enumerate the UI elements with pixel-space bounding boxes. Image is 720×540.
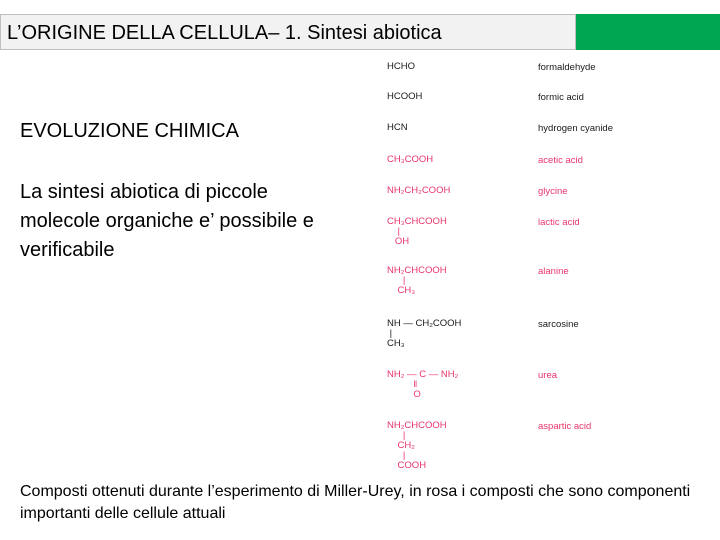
compound-formula: [387, 62, 415, 72]
formula-line: CH₃CHCOOH: [387, 216, 447, 227]
compound-name: urea: [538, 370, 558, 381]
page-title: L’ORIGINE DELLA CELLULA– 1. Sintesi abiotica: [7, 22, 442, 44]
formula-line: OH: [387, 236, 410, 247]
formula-line: NH₂CH₂COOH: [387, 185, 451, 196]
formula-line: NH₂CHCOOH: [387, 420, 447, 431]
formula-line: NH₂CHCOOH: [387, 265, 447, 276]
compound-name: alanine: [538, 266, 569, 277]
compound-name: formic acid: [538, 92, 584, 103]
compound-formula: [387, 217, 447, 247]
formula-line: COOH: [387, 460, 427, 471]
formula-line: CH₂: [387, 440, 415, 451]
formula-line: |: [387, 226, 401, 237]
formula-line: O: [387, 389, 421, 400]
compound-name: glycine: [538, 186, 568, 197]
formula-line: CH₃: [387, 338, 405, 349]
compound-name: lactic acid: [538, 217, 580, 228]
compound-formula: [387, 123, 408, 133]
formula-line: CH₃COOH: [387, 154, 434, 165]
compound-formula: [387, 421, 447, 471]
formula-line: |: [387, 275, 406, 286]
formula-line: |: [387, 450, 406, 461]
compound-formula: [387, 370, 458, 400]
compound-name: hydrogen cyanide: [538, 123, 613, 134]
compound-formula: [387, 266, 447, 296]
compound-name: formaldehyde: [538, 62, 596, 73]
formula-line: NH₂ — C — NH₂: [387, 369, 459, 380]
compound-name: aspartic acid: [538, 421, 592, 432]
formula-line: |: [387, 328, 393, 339]
formula-line: HCHO: [387, 61, 415, 72]
compound-formula: [387, 186, 450, 196]
body-paragraph: La sintesi abiotica di piccole molecole organiche e’ possibile e verificabile: [20, 181, 314, 261]
compounds-figure: [373, 55, 643, 475]
figure-caption: Composti ottenuti durante l’esperimento di Miller-Urey, in rosa i composti che sono componenti importanti delle cellule attuali: [20, 483, 691, 522]
formula-line: HCN: [387, 122, 408, 133]
compound-formula: [387, 155, 433, 165]
formula-line: HCOOH: [387, 91, 423, 102]
formula-line: ‖: [387, 379, 418, 390]
compound-name: sarcosine: [538, 319, 579, 330]
formula-line: CH₃: [387, 285, 416, 296]
formula-line: |: [387, 430, 406, 441]
formula-line: NH — CH₂COOH: [387, 318, 462, 329]
section-heading: EVOLUZIONE CHIMICA: [20, 120, 239, 142]
compound-name: acetic acid: [538, 155, 583, 166]
compound-formula: [387, 92, 422, 102]
compound-formula: [387, 319, 461, 349]
